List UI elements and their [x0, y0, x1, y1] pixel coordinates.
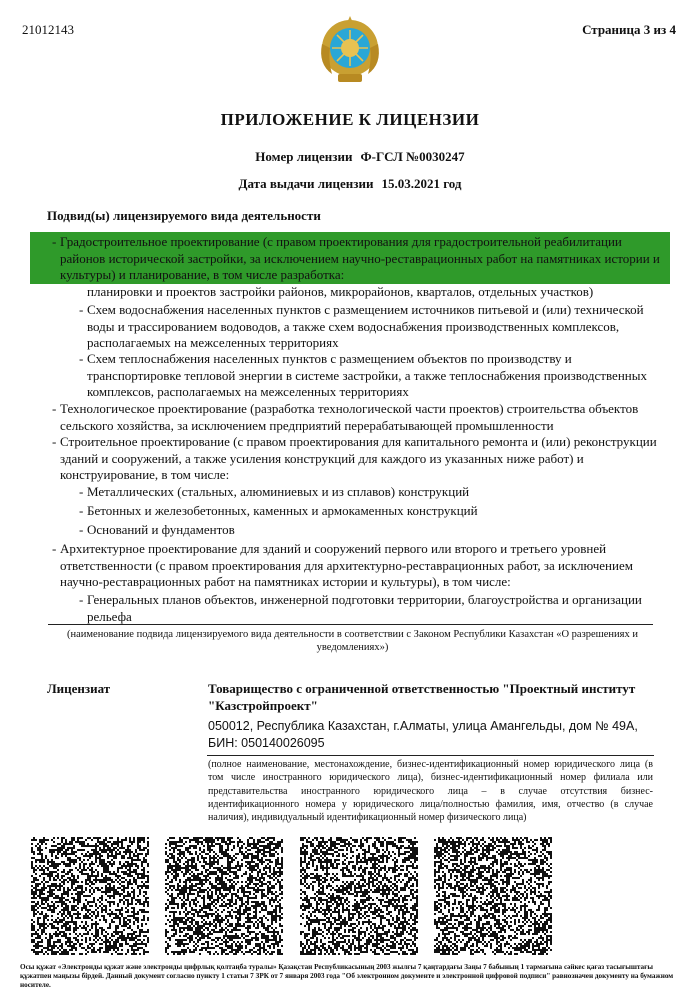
licensee-name: Товарищество с ограниченной ответственностью "Проектный институт "Казстройпроект" [208, 681, 636, 713]
licensee-address-block [208, 718, 658, 752]
list-item: - Технологическое проектирование (разработка технологической части проектов) строительства объектов сельского хозяйства, за исключением предприятий перерабатывающей промышленности [52, 401, 639, 433]
page-number: Страница 3 из 4 [582, 22, 676, 37]
qr-code-icon [434, 837, 552, 955]
license-number-label: Номер лицензии [255, 149, 353, 164]
license-number-line [0, 149, 700, 165]
qr-code-icon [300, 837, 418, 955]
divider [207, 755, 654, 756]
list-item: - Оснований и фундаментов [79, 522, 235, 537]
list-item: - Генеральных планов объектов, инженерной подготовки территории, благоустройства и организации рельефа [79, 592, 642, 624]
licensee-bin: БИН: 050140026095 [208, 736, 325, 750]
license-date-label: Дата выдачи лицензии [238, 176, 374, 191]
divider [48, 624, 653, 625]
document-number: 21012143 [22, 22, 74, 37]
list-item: - Бетонных и железобетонных, каменных и армокаменных конструкций [79, 503, 478, 518]
qr-code-icon [31, 837, 149, 955]
list-item: - Строительное проектирование (с правом проектирования для капитального ремонта и (или) реконструкции зданий и сооружений, а также усиления конструкций для каждого из указанных ниже работ) и конструирование, в том числе: [52, 434, 657, 482]
subtypes-heading: Подвид(ы) лицензируемого вида деятельности [47, 208, 321, 223]
licensee-note: (полное наименование, местонахождение, бизнес-идентификационный номер юридического лица (в том числе иностранного юридического лица), бизнес-идентификационный номер филиала или представительства иностранного юридического лица – в случае отсутствия бизнес-идентификационного номера у юридического лица/полностью фамилия, имя, отчество (в случае наличия), индивидуальный идентификационный номер физического лица) [208, 759, 653, 824]
subtype-note: (наименование подвида лицензируемого вида деятельности в соответствии с Законом Республики Казахстан «О разрешениях и уведомлениях») [67, 629, 638, 653]
list-item: - Схем водоснабжения населенных пунктов с размещением источников питьевой и (или) технической воды и трассированием водоводов, а также схем водоснабжения производственных комплексов, располагаемых на межселенных территориях [79, 302, 644, 350]
list-item: - Градостроительное проектирование (с правом проектирования для градостроительной реабилитации районов исторической застройки, за исключением научно-реставрационных работ на памятниках истории и культуры) и планирование, в том числе разработка: [52, 234, 660, 282]
list-item: - Схем теплоснабжения населенных пунктов с размещением объектов по производству и транспортировке тепловой энергии в системе застройки, а также теплоснабжения производственных комплексов, располагаемых на межселенных территориях [79, 351, 647, 399]
license-date-line [0, 176, 700, 192]
qr-code-icon [165, 837, 283, 955]
list-item: - Архитектурное проектирование для зданий и сооружений первого или второго и третьего уровней ответственности (с правом проектирования для архитектурно-реставрационных работ, за исключением научно-реставрационных работ на памятниках истории и культуры), в том числе: [52, 541, 633, 589]
list-item: - Металлических (стальных, алюминиевых и из сплавов) конструкций [79, 484, 470, 499]
kazakhstan-state-emblem-icon [318, 14, 382, 86]
legal-footer: Осы құжат «Электронды құжат және электронды цифрлық қолтаңба туралы» Қазақстан Республикасының 2003 жылғы 7 қаңтардағы Заңы 7 бабының 1 тармағына сәйкес қағаз тасығыштағы құжатпен маңызы бірдей. Данный документ согласно пункту 1 статьи 7 ЗРК от 7 января 2003 года "Об электронном документе и электронной цифровой подписи" равнозначен документу на бумажном носителе. [20, 963, 674, 989]
license-number-value: Ф-ГСЛ №0030247 [360, 149, 465, 164]
list-item-continuation: планировки и проектов застройки районов, микрорайонов, кварталов, отдельных участков) [87, 284, 594, 299]
document-title: ПРИЛОЖЕНИЕ К ЛИЦЕНЗИИ [220, 110, 480, 129]
licensee-address: 050012, Республика Казахстан, г.Алматы, улица Амангельды, дом № 49А, [208, 719, 638, 733]
licensee-label: Лицензиат [47, 681, 111, 696]
license-date-value: 15.03.2021 год [381, 176, 462, 191]
